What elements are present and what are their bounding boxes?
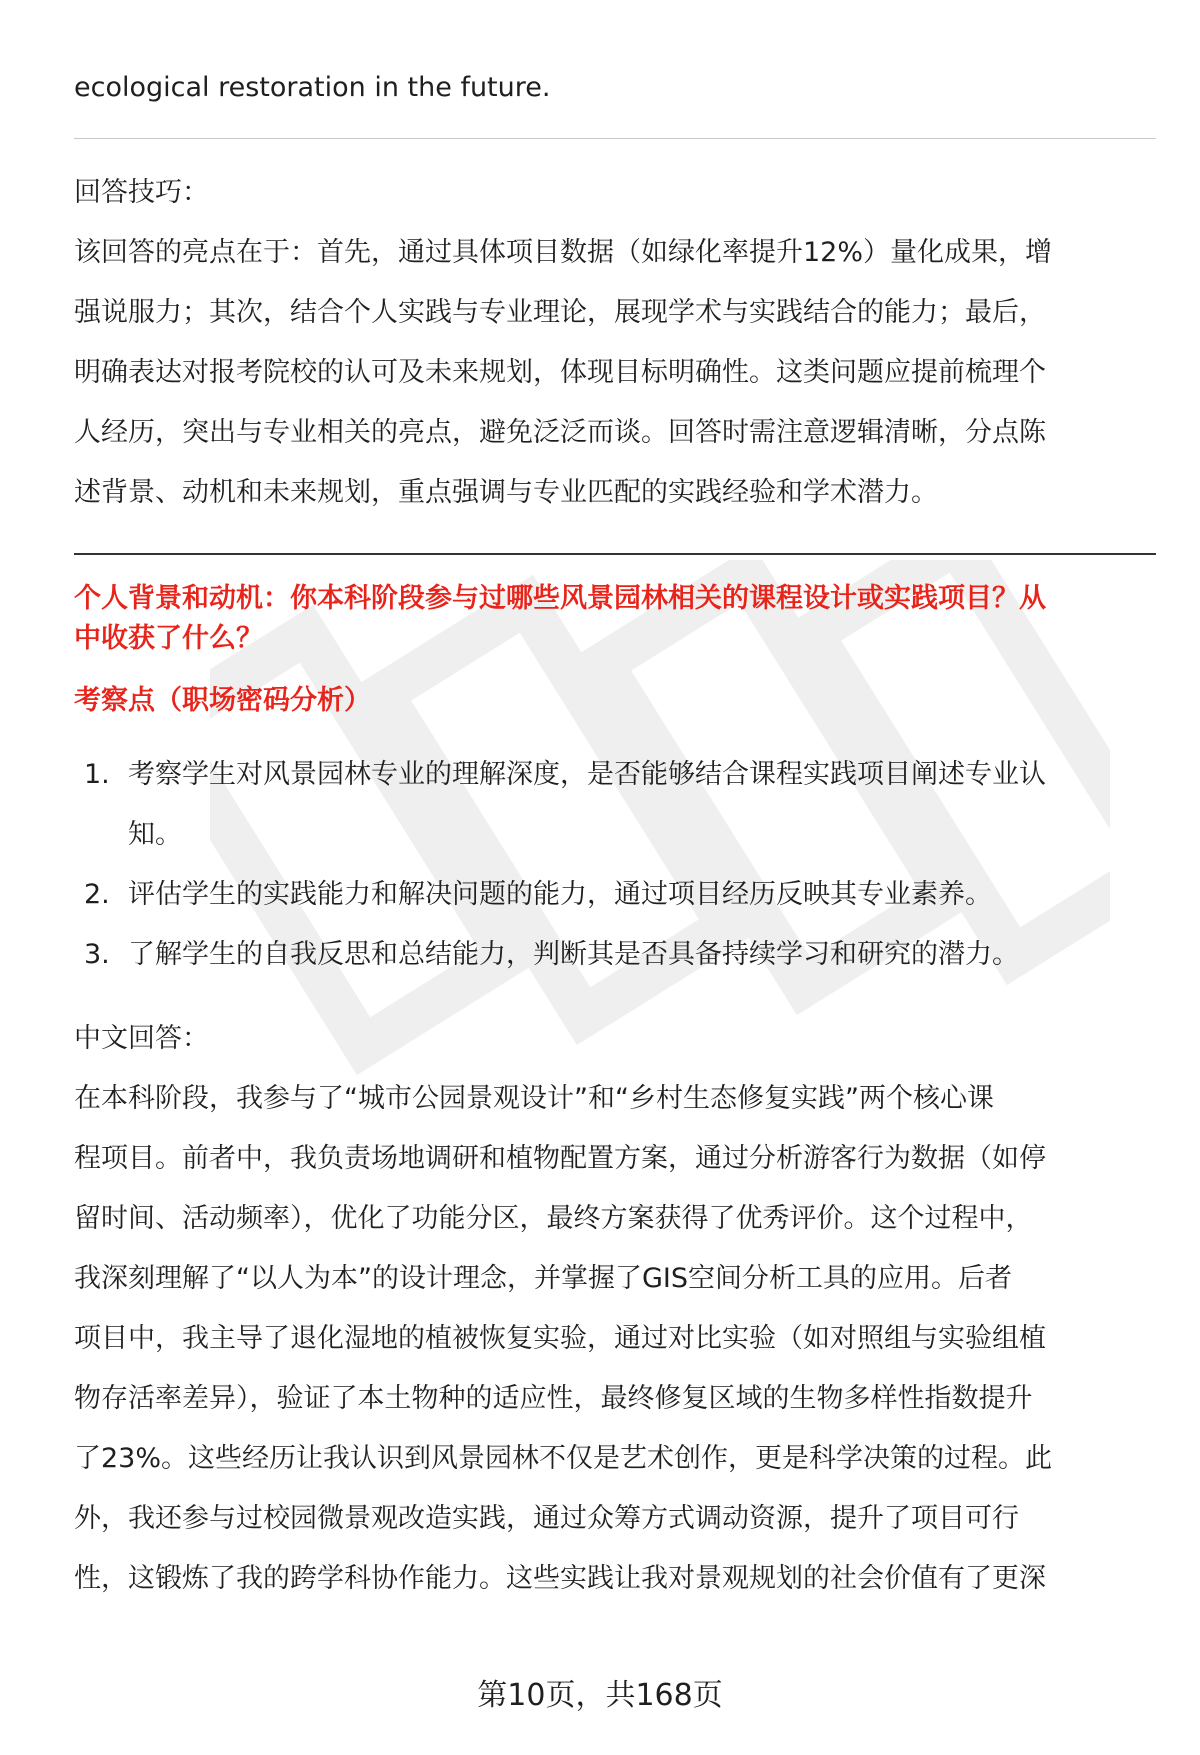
tips-line: 强说服力；其次，结合个人实践与专业理论，展现学术与实践结合的能力；最后， <box>74 297 1046 328</box>
question-section <box>74 579 1156 721</box>
answer-tips-section <box>74 163 1156 523</box>
answer-line: 物存活率差异），验证了本土物种的适应性，最终修复区域的生物多样性指数提升 <box>74 1383 1033 1414</box>
question-title: 中收获了什么？ <box>74 623 263 654</box>
page-content <box>74 58 1156 1609</box>
focus-heading: 考察点（职场密码分析） <box>74 685 371 716</box>
answer-line: 程项目。前者中，我负责场地调研和植物配置方案，通过分析游客行为数据（如停 <box>74 1143 1046 1174</box>
answer-line: 留时间、活动频率），优化了功能分区，最终方案获得了优秀评价。这个过程中， <box>74 1203 1033 1234</box>
answer-line: 外，我还参与过校园微景观改造实践，通过众筹方式调动资源，提升了项目可行 <box>74 1503 1019 1534</box>
question-divider <box>74 553 1156 555</box>
tips-heading: 回答技巧： <box>74 177 209 208</box>
tips-line: 述背景、动机和未来规划，重点强调与专业匹配的实践经验和学术潜力。 <box>74 477 938 508</box>
list-item <box>74 925 1156 985</box>
answer-line: 了23%。这些经历让我认识到风景园林不仅是艺术创作，更是科学决策的过程。此 <box>74 1443 1053 1474</box>
list-item <box>74 745 1156 865</box>
focus-list <box>74 745 1156 985</box>
question-title: 个人背景和动机：你本科阶段参与过哪些风景园林相关的课程设计或实践项目？从 <box>74 583 1046 614</box>
tips-line: 明确表达对报考院校的认可及未来规划，体现目标明确性。这类问题应提前梳理个 <box>74 357 1046 388</box>
list-number: 3. <box>84 939 110 970</box>
list-item-text: 考察学生对风景园林专业的理解深度，是否能够结合课程实践项目阐述专业认 <box>128 759 1046 790</box>
answer-heading: 中文回答： <box>74 1023 209 1054</box>
section-divider <box>74 138 1156 139</box>
answer-line: 性，这锻炼了我的跨学科协作能力。这些实践让我对景观规划的社会价值有了更深 <box>74 1563 1046 1594</box>
page-number: 第10页，共168页 <box>477 1678 723 1713</box>
list-item <box>74 865 1156 925</box>
list-item-text: 知。 <box>128 819 182 850</box>
tips-line: 该回答的亮点在于：首先，通过具体项目数据（如绿化率提升12%）量化成果，增 <box>74 237 1053 268</box>
answer-line: 我深刻理解了“以人为本”的设计理念，并掌握了GIS空间分析工具的应用。后者 <box>74 1263 1012 1294</box>
tips-line: 人经历，突出与专业相关的亮点，避免泛泛而谈。回答时需注意逻辑清晰，分点陈 <box>74 417 1046 448</box>
list-number: 1. <box>84 759 110 790</box>
chinese-answer-section <box>74 1009 1156 1609</box>
answer-line: 在本科阶段，我参与了“城市公园景观设计”和“乡村生态修复实践”两个核心课 <box>74 1083 994 1114</box>
list-item-text: 评估学生的实践能力和解决问题的能力，通过项目经历反映其专业素养。 <box>128 879 992 910</box>
list-item-text: 了解学生的自我反思和总结能力，判断其是否具备持续学习和研究的潜力。 <box>128 939 1019 970</box>
list-number: 2. <box>84 879 110 910</box>
paragraph-tail: ecological restoration in the future. <box>74 72 551 103</box>
answer-line: 项目中，我主导了退化湿地的植被恢复实验，通过对比实验（如对照组与实验组植 <box>74 1323 1046 1354</box>
